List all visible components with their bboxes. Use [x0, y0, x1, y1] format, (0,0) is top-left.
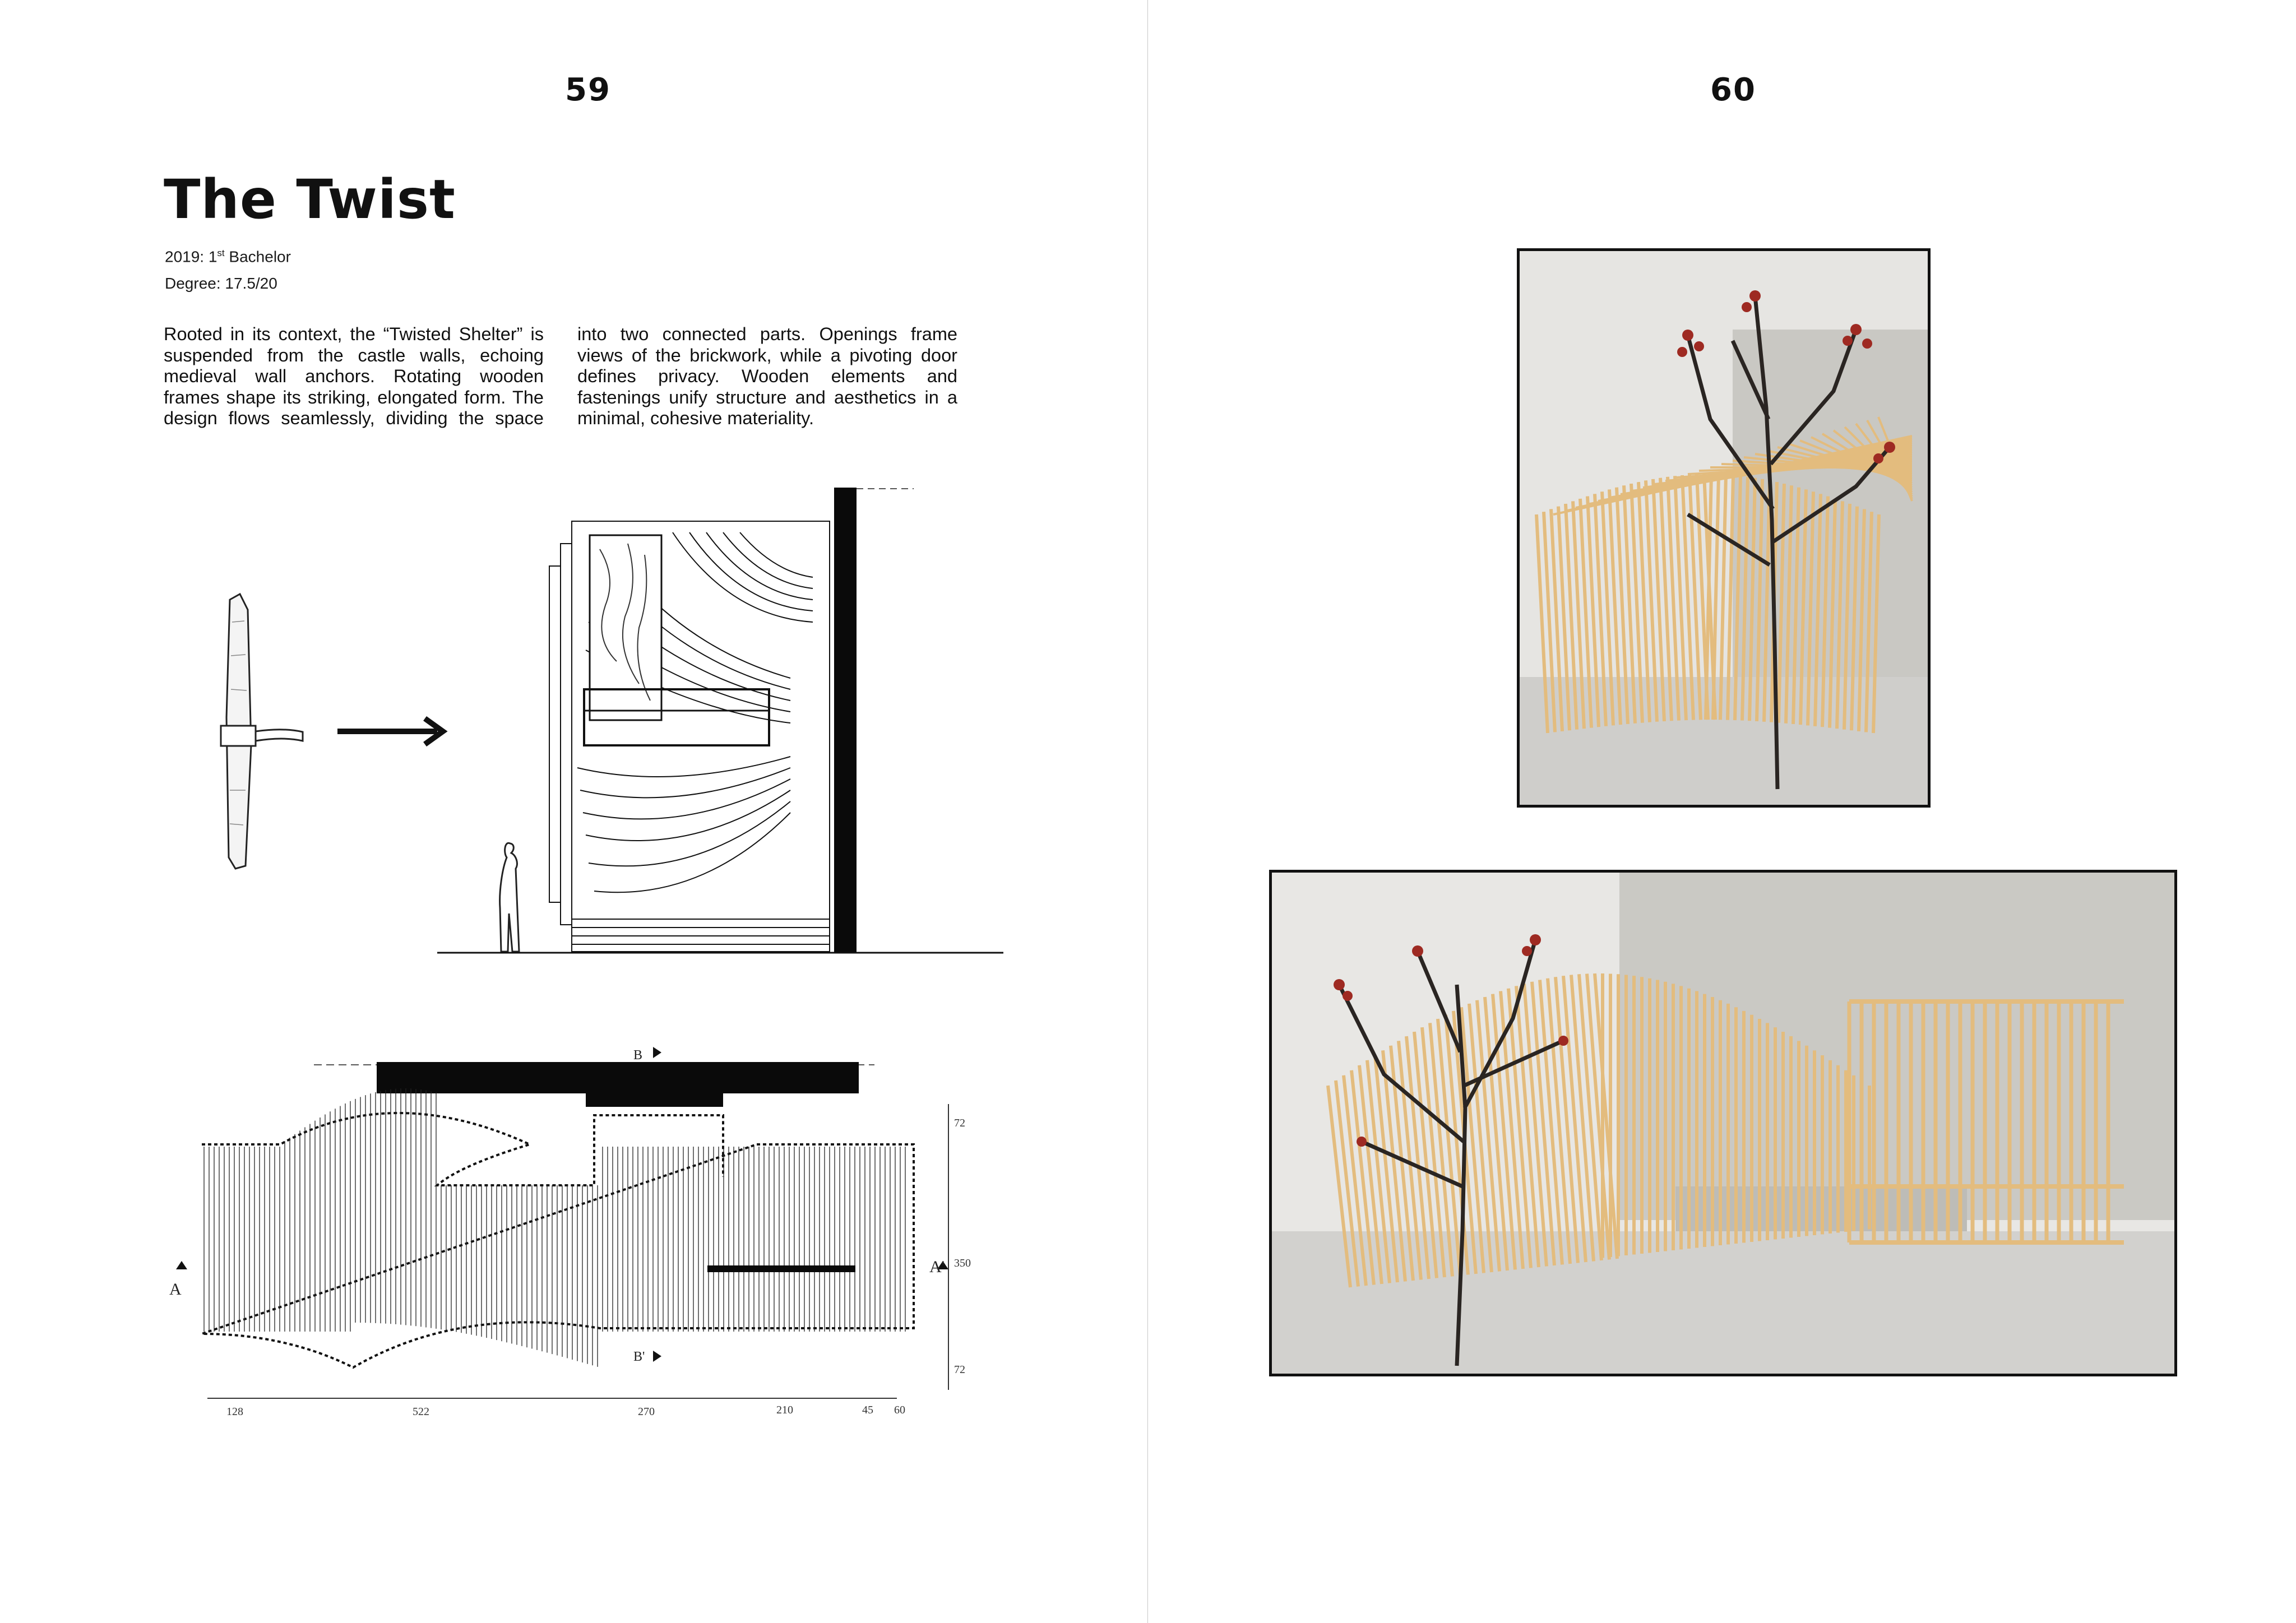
- year-sup: st: [217, 248, 225, 258]
- dim-45: 45: [862, 1404, 873, 1416]
- shelter-outline: [202, 1113, 914, 1367]
- page-number-left: 59: [565, 72, 611, 108]
- section-label-left: A: [169, 1280, 182, 1299]
- model-photo-side: [1269, 870, 2177, 1376]
- model-photo-front: [1517, 248, 1931, 808]
- dim-522: 522: [413, 1406, 429, 1418]
- wall-anchor-sketch: [221, 594, 303, 869]
- section-label-bottom: B': [633, 1350, 645, 1364]
- right-page: [1148, 0, 2296, 1623]
- section-markers: [169, 1047, 948, 1364]
- dimension-lines: [207, 1104, 948, 1398]
- description-column-2: into two connected parts. Openings frame views of the brickwork, while a pivoting door defines privacy. Wooden elements and fastenings unify structure and aesthetics in a minimal, cohesive materiality.: [577, 324, 957, 428]
- project-title: The Twist: [164, 168, 456, 231]
- elevation-drawing: [168, 476, 1009, 970]
- dim-128: 128: [226, 1406, 243, 1418]
- plan-drawing: [157, 1014, 975, 1429]
- description-column-1: Rooted in its context, the “Twisted Shelter” is suspended from the castle walls, echoing medieval wall anchors. Rotating wooden frames shape its striking, elongated form. The design flows seamlessly, dividing the space: [164, 324, 544, 428]
- wall-anchor-plan: [586, 1093, 723, 1107]
- section-label-top: B: [633, 1048, 643, 1063]
- dim-270: 270: [638, 1406, 655, 1418]
- year-prefix: 2019: 1: [165, 248, 217, 266]
- dim-210: 210: [776, 1404, 793, 1416]
- dim-right-mid: 350: [954, 1257, 971, 1269]
- frame-hatching: [204, 1088, 905, 1367]
- castle-wall-plan: [377, 1062, 859, 1093]
- project-degree: Degree: 17.5/20: [165, 275, 277, 292]
- project-year: [165, 248, 291, 266]
- castle-wall-section: [834, 488, 857, 953]
- dim-right-bottom: 72: [954, 1364, 965, 1376]
- arrow-icon: [337, 718, 443, 744]
- section-label-right: A': [929, 1258, 945, 1276]
- dim-60: 60: [894, 1404, 905, 1416]
- dim-right-top: 72: [954, 1117, 965, 1129]
- page-number-right: 60: [1710, 72, 1756, 108]
- bench-element: [707, 1265, 855, 1272]
- dimension-labels: [226, 1117, 971, 1418]
- year-suffix: Bachelor: [224, 248, 291, 266]
- human-figure-icon: [500, 843, 519, 952]
